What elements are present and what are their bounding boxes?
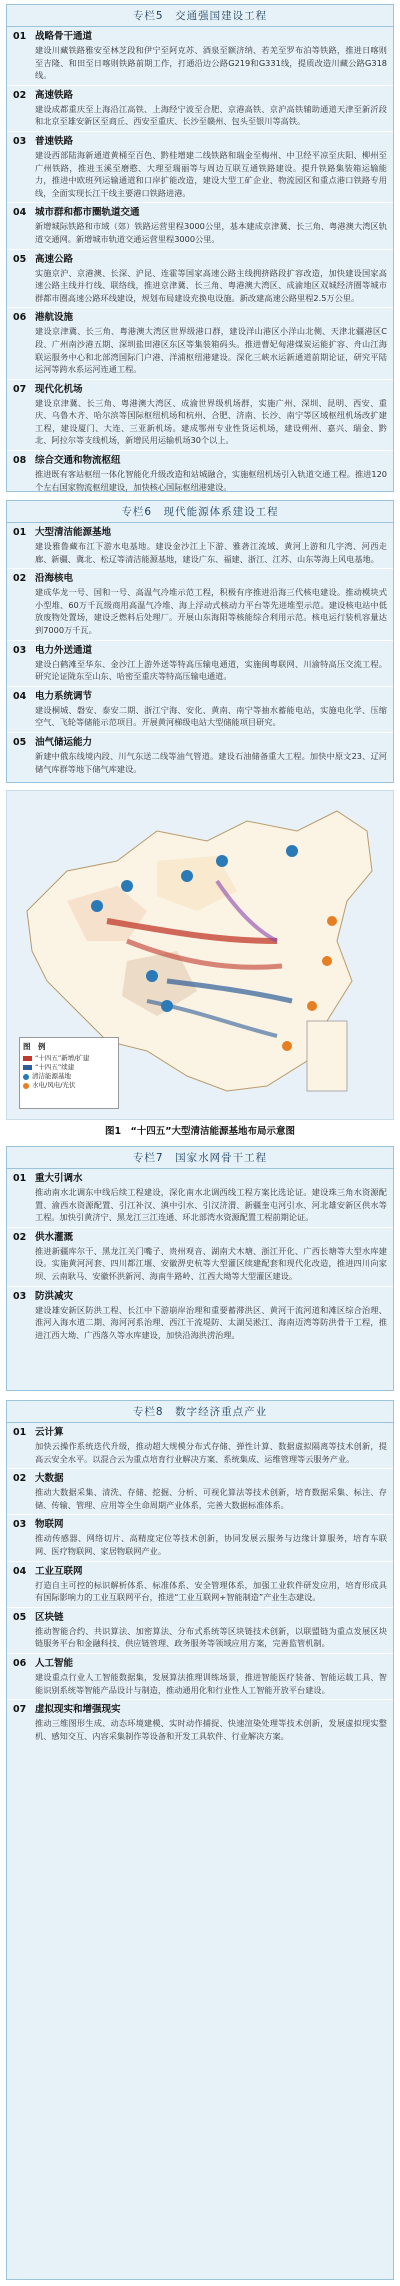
row-number: 03 (13, 1290, 27, 1302)
row-number: 01 (13, 527, 27, 538)
panel-row (7, 132, 393, 203)
coast-marker (327, 916, 337, 926)
row-number: 04 (13, 1565, 27, 1577)
row-heading (13, 644, 387, 658)
row-heading (13, 1426, 387, 1440)
energy-base-map (6, 790, 394, 1120)
row-title: 云计算 (35, 1427, 64, 1438)
row-body: 建设成都重庆至上海沿江高铁、上海经宁波至合肥、京港高铁、京沪高铁辅助通道天津至新沂段和北京至雄安新区至商丘、西安至重庆、长沙至赣州、包头至银川等高铁。 (35, 103, 387, 127)
panel-rows (7, 1423, 393, 1745)
row-body: 新增城际铁路和市域（郊）铁路运营里程3000公里，基本建成京津冀、长三角、粤港澳大湾区轨道交通网。新增城市轨道交通运营里程3000公里。 (35, 221, 387, 244)
coast-marker (282, 1041, 292, 1051)
panel-row (7, 308, 393, 379)
row-number: 03 (13, 644, 27, 656)
panel-title: 专栏6 现代能源体系建设工程 (7, 501, 393, 523)
panel-row (7, 1423, 393, 1469)
row-title: 港航设施 (35, 312, 74, 324)
row-body: 推动三维图形生成、动态环境建模、实时动作捕捉、快速渲染处理等技术创新，发展虚拟现实整机、感知交互、内容采集制作等设备和开发工具软件、行业解决方案。 (35, 1718, 387, 1741)
base-marker (91, 900, 103, 912)
panel-row (7, 86, 393, 132)
row-heading (13, 1657, 387, 1671)
panel-row (7, 1169, 393, 1228)
map-caption: 图1 “十四五”大型清洁能源基地布局示意图 (104, 1126, 296, 1137)
row-number: 08 (13, 455, 27, 467)
panel-row (7, 733, 393, 778)
row-body: 推动南水北调东中线后续工程建设，深化南水北调西线工程方案比选论证。建设珠三角水资源配置、渝西水资源配置、引江补汉、滇中引水、引汉济渭、新疆奎屯河引水、河北雄安新区供水等工程。加快引黄济宁、黑龙江三江连通、环北部湾水资源配置工程前期论证。 (35, 1187, 387, 1223)
row-title: 综合交通和物流枢纽 (35, 455, 121, 467)
row-body: 建设京津冀、长三角、粤港澳大湾区世界级港口群，建设洋山港区小洋山北侧、天津北疆港区C段、广州南沙港五期、深圳盐田港区东区等集装箱码头。推进曹妃甸港煤炭运能扩容、舟山江海联运服务中心和北部湾国际门户港、洋浦枢纽港建设。深化三峡水运新通道前期论证，研究平陆运河等跨水系运河连通工程。 (35, 326, 387, 375)
panel-row (7, 1287, 393, 1345)
row-body: 推动智能合约、共识算法、加密算法、分布式系统等区块链技术创新，以联盟链为重点发展区块链服务平台和金融科技、供应链管理、政务服务等领域应用方案，完善监管机制。 (35, 1625, 387, 1649)
row-heading (13, 1611, 387, 1625)
south-sea-inset (307, 1021, 347, 1091)
row-heading (13, 311, 387, 325)
row-number: 02 (13, 89, 27, 101)
row-number: 02 (13, 573, 27, 585)
row-number: 07 (13, 383, 27, 395)
row-heading (13, 135, 387, 149)
row-heading (13, 1518, 387, 1532)
row-title: 高速铁路 (35, 89, 74, 101)
row-number: 06 (13, 1657, 27, 1669)
panel-row (7, 523, 393, 569)
row-title: 大型清洁能源基地 (35, 527, 112, 538)
row-title: 大数据 (35, 1473, 64, 1485)
row-number: 01 (13, 1173, 27, 1184)
row-number: 06 (13, 312, 27, 324)
row-heading (13, 1231, 387, 1245)
base-marker (181, 870, 193, 882)
row-body: 建设川藏铁路雅安至林芝段和伊宁至阿克苏、酒泉至额济纳、若羌至罗布泊等铁路，推进日喀则至吉隆、和田至日喀则铁路前期工作，打通沿边公路G219和G331线，提质改造川藏公路G318线。 (35, 45, 387, 81)
row-number: 07 (13, 1704, 27, 1716)
row-heading (13, 736, 387, 750)
row-title: 工业互联网 (35, 1565, 83, 1577)
row-body: 新建中俄东线境内段、川气东送二线等油气管道。建设石油储备重大工程。加快中原文23、辽河储气库群等地下储气库建设。 (35, 750, 387, 774)
row-number: 05 (13, 736, 27, 748)
panel-row (7, 250, 393, 309)
row-number: 04 (13, 690, 27, 702)
panel-row (7, 1700, 393, 1745)
panel-rows (7, 523, 393, 778)
row-heading (13, 253, 387, 267)
panel-row (7, 451, 393, 496)
row-title: 电力系统调节 (35, 690, 93, 702)
legend-title: 图 例 (23, 1042, 46, 1051)
legend-item: 水电/风电/光伏 (23, 1081, 115, 1090)
row-body: 推进既有客站枢纽一体化智能化升级改造和站城融合，实施枢纽机场引入轨道交通工程。推进120个左右国家物流枢纽建设，加快核心国际枢纽港建设。 (35, 469, 387, 492)
panel-row (7, 1562, 393, 1608)
row-heading (13, 1565, 387, 1579)
coast-marker (307, 1001, 317, 1011)
row-title: 重大引调水 (35, 1173, 83, 1184)
row-number: 03 (13, 135, 27, 147)
row-heading (13, 690, 387, 704)
row-heading (13, 30, 387, 44)
row-body: 建设西部陆海新通道黄桶至百色、黔桂增建二线铁路和瑞金至梅州、中卫经平凉至庆阳、柳州至广州铁路，推进玉溪至磨憨、大理至瑞丽等与周边互联互通铁路建设。提升铁路集装箱运输能力，推进中欧班列运输通道和口岸扩能改造，建设大型工矿企业、物流园区和重点港口铁路专用线，全面实现长江干线主要港口铁路进港。 (35, 149, 387, 198)
row-title: 虚拟现实和增强现实 (35, 1704, 121, 1716)
row-body: 建设京津冀、长三角、粤港澳大湾区、成渝世界级机场群，实施广州、深圳、昆明、西安、重庆、乌鲁木齐、哈尔滨等国际枢纽机场和杭州、合肥、济南、长沙、南宁等区域枢纽机场改扩建工程，建设厦门、大连、三亚新机场。建成鄂州专业性货运机场，建设朔州、嘉兴、瑞金、黔北、阿拉尔等支线机场，新增民用运输机场30个以上。 (35, 397, 387, 446)
row-heading (13, 1703, 387, 1717)
panel-water (6, 1146, 394, 1391)
row-heading (13, 1172, 387, 1186)
row-body: 建设雄安新区防洪工程、长江中下游崩岸治理和重要蓄滞洪区、黄河干流河道和滩区综合治理、淮河入海水道二期、海河河系治理、西江干流堤防、太湖吴淞江、海南迈湾等防洪骨干工程，推进江西大坳、广西落久等水库建设，加快沿海洪涝治理。 (35, 1304, 387, 1340)
panel-title: 专栏8 数字经济重点产业 (7, 1401, 393, 1423)
row-body: 实施京沪、京港澳、长深、沪昆、连霍等国家高速公路主线拥挤路段扩容改造，加快建设国家高速公路主线并行线、联络线，推进京津冀、长三角、粤港澳大湾区、成渝地区双城经济圈等城市群都市圈高速公路环线建设，规划布局建设充换电设施。新改建高速公路里程2.5万公里。 (35, 267, 387, 303)
panel-row (7, 1469, 393, 1515)
panel-row (7, 27, 393, 86)
row-number: 01 (13, 31, 27, 42)
panel-rows (7, 1169, 393, 1344)
base-marker (121, 880, 133, 892)
panel-digital (6, 1400, 394, 2280)
row-body: 建设桐城、磐安、泰安二期、浙江宁海、安化、黄南、南宁等抽水蓄能电站，实施电化学、压缩空气、飞轮等储能示范项目。开展黄河梯级电站大型储能项目研究。 (35, 704, 387, 728)
row-number: 03 (13, 1519, 27, 1531)
row-number: 05 (13, 253, 27, 265)
row-title: 普速铁路 (35, 135, 74, 147)
row-heading (13, 454, 387, 468)
legend-item: 清洁能源基地 (23, 1072, 115, 1081)
panel-row (7, 1228, 393, 1287)
panel-row (7, 687, 393, 733)
panel-row (7, 203, 393, 249)
row-body: 打造自主可控的标识解析体系、标准体系、安全管理体系，加强工业软件研发应用，培育形成具有国际影响力的工业互联网平台，推进“工业互联网+智能制造”产业生态建设。 (35, 1579, 387, 1603)
row-title: 供水灌溉 (35, 1231, 74, 1243)
row-title: 沿海核电 (35, 573, 74, 585)
row-title: 人工智能 (35, 1657, 74, 1669)
row-title: 现代化机场 (35, 383, 83, 395)
row-number: 02 (13, 1231, 27, 1243)
row-heading (13, 383, 387, 397)
row-heading (13, 526, 387, 540)
panel-rows (7, 27, 393, 496)
row-title: 城市群和都市圈轨道交通 (35, 207, 140, 219)
map-legend (19, 1037, 119, 1109)
row-number: 04 (13, 207, 27, 219)
row-title: 高速公路 (35, 253, 74, 265)
panel-title: 专栏7 国家水网骨干工程 (7, 1147, 393, 1169)
row-heading (13, 572, 387, 586)
row-body: 建设雅鲁藏布江下游水电基地。建设金沙江上下游、雅砻江流域、黄河上游和几字湾、河西走廊、新疆、冀北、松辽等清洁能源基地，建设广东、福建、浙江、江苏、山东等海上风电基地。 (35, 541, 387, 564)
row-heading (13, 89, 387, 103)
row-body: 建成华龙一号、国和一号、高温气冷堆示范工程，积极有序推进沿海三代核电建设。推动模块式小型堆、60万千瓦级商用高温气冷堆、海上浮动式核动力平台等先进堆型示范。建设核电站中低放废物处置场，建设乏燃料后处理厂。开展山东海阳等核能综合利用示范。核电运行装机容量达到7000万千瓦。 (35, 587, 387, 635)
legend-item: “十四五”新增/扩建 (23, 1054, 115, 1063)
panel-transport (6, 4, 394, 492)
coast-marker (322, 956, 332, 966)
row-title: 电力外送通道 (35, 644, 93, 656)
panel-row (7, 380, 393, 451)
row-body: 建设白鹤滩至华东、金沙江上游外送等特高压输电通道，实施闽粤联网、川渝特高压交流工程。研究论证陇东至山东、哈密至重庆等特高压输电通道。 (35, 658, 387, 682)
row-number: 05 (13, 1611, 27, 1623)
panel-row (7, 1608, 393, 1654)
row-heading (13, 1472, 387, 1486)
panel-title: 专栏5 交通强国建设工程 (7, 5, 393, 27)
row-heading (13, 1290, 387, 1304)
row-body: 推动大数据采集、清洗、存储、挖掘、分析、可视化算法等技术创新，培育数据采集、标注、存储、传输、管理、应用等全生命周期产业体系，完善大数据标准体系。 (35, 1487, 387, 1510)
row-number: 02 (13, 1473, 27, 1485)
row-body: 推动传感器、网络切片、高精度定位等技术创新，协同发展云服务与边缘计算服务，培育车联网、医疗物联网、家居物联网产业。 (35, 1533, 387, 1556)
row-body: 加快云操作系统迭代升级，推动超大规模分布式存储、弹性计算、数据虚拟隔离等技术创新，提高云安全水平。以混合云为重点培育行业解决方案、系统集成、运维管理等云服务产业。 (35, 1441, 387, 1464)
base-marker (216, 855, 228, 867)
row-title: 区块链 (35, 1611, 64, 1623)
row-title: 战略骨干通道 (35, 31, 93, 42)
panel-energy (6, 500, 394, 783)
row-title: 油气储运能力 (35, 736, 93, 748)
panel-row (7, 641, 393, 687)
row-title: 物联网 (35, 1519, 64, 1531)
row-number: 01 (13, 1427, 27, 1438)
row-body: 推进新疆库尔干、黑龙江关门嘴子、贵州观音、湖南犬木塘、浙江开化、广西长塘等大型水库建设。实施黄河河套、四川都江堰、安徽淠史杭等大型灌区续建配套和现代化改造，推进四川向家坝、云南耿马、安徽怀洪新河、海南牛路岭、江西大坳等大型灌区建设。 (35, 1245, 387, 1281)
panel-row (7, 1515, 393, 1561)
panel-row (7, 1654, 393, 1700)
row-body: 建设重点行业人工智能数据集，发展算法推理训练场景，推进智能医疗装备、智能运载工具、智能识别系统等智能产品设计与制造，推动通用化和行业性人工智能开放平台建设。 (35, 1671, 387, 1695)
row-heading (13, 206, 387, 220)
base-marker (146, 970, 158, 982)
panel-row (7, 569, 393, 640)
row-title: 防洪减灾 (35, 1290, 74, 1302)
base-marker (286, 845, 298, 857)
legend-item: “十四五”续建 (23, 1063, 115, 1072)
base-marker (161, 1000, 173, 1012)
